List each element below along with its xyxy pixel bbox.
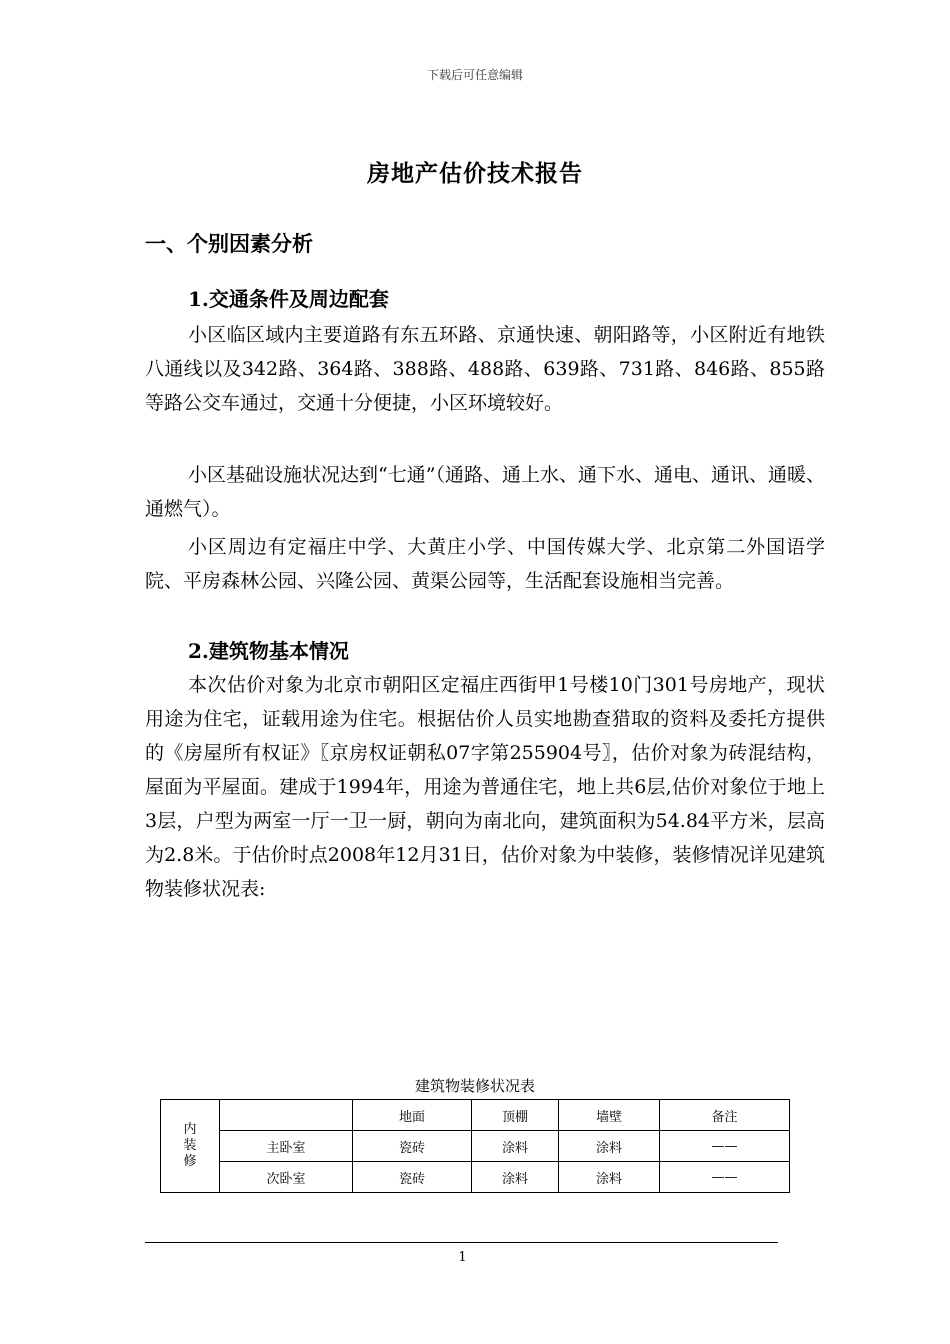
group-label: 内 装 修 [183, 1122, 197, 1169]
table-header-cell: 备注 [660, 1100, 790, 1131]
table-cell: 主卧室 [220, 1131, 353, 1162]
table-cell: 瓷砖 [353, 1162, 472, 1193]
table-row [161, 1162, 790, 1193]
table-cell: 涂料 [559, 1162, 660, 1193]
table-cell: 涂料 [472, 1162, 559, 1193]
table-cell: 涂料 [559, 1131, 660, 1162]
table-caption: 建筑物装修状况表 [414, 1077, 535, 1095]
renovation-table [160, 1099, 790, 1193]
table-header-cell: 地面 [353, 1100, 472, 1131]
header-note: 下载后可任意编辑 [426, 68, 523, 82]
group-label-cell [161, 1100, 220, 1193]
table-cell: 涂料 [472, 1131, 559, 1162]
subsection-heading-building: 2.建筑物基本情况 [188, 639, 349, 663]
table-cell: 次卧室 [220, 1162, 353, 1193]
footer-divider [145, 1242, 778, 1243]
table-cell: 瓷砖 [353, 1131, 472, 1162]
table-row [161, 1131, 790, 1162]
table-header-cell [220, 1100, 353, 1131]
document-title: 房地产估价技术报告 [367, 160, 583, 187]
table-header-cell: 顶棚 [472, 1100, 559, 1131]
paragraph-infrastructure: 小区基础设施状况达到“七通”（通路、通上水、通下水、通电、通讯、通暖、通燃气）。 [145, 464, 825, 520]
paragraph-amenities: 小区周边有定福庄中学、大黄庄小学、中国传媒大学、北京第二外国语学院、平房森林公园、兴隆公园、黄渠公园等，生活配套设施相当完善。 [145, 536, 825, 592]
section-heading: 一、个别因素分析 [145, 231, 313, 256]
subsection-heading-traffic: 1.交通条件及周边配套 [188, 287, 389, 311]
table-cell: —— [660, 1131, 790, 1162]
page-number: 1 [458, 1250, 467, 1265]
table-cell: —— [660, 1162, 790, 1193]
paragraph-traffic: 小区临区域内主要道路有东五环路、京通快速、朝阳路等，小区附近有地铁八通线以及342路、364路、388路、488路、639路、731路、846路、855路等路公交车通过，交通十分便捷，小区环境较好。 [145, 324, 825, 414]
table-header-cell: 墙壁 [559, 1100, 660, 1131]
table-header-row [161, 1100, 790, 1131]
paragraph-building: 本次估价对象为北京市朝阳区定福庄西街甲1号楼10门301号房地产，现状用途为住宅，证载用途为住宅。根据估价人员实地勘查猎取的资料及委托方提供的《房屋所有权证》〖京房权证朝私07字第255904号〗，估价对象为砖混结构，屋面为平屋面。建成于1994年，用途为普通住宅，地上共6层,估价对象位于地上3层，户型为两室一厅一卫一厨，朝向为南北向，建筑面积为54.84平方米，层高为2.8米。于估价时点2008年12月31日，估价对象为中装修，装修情况详见建筑物装修状况表: [145, 674, 825, 900]
